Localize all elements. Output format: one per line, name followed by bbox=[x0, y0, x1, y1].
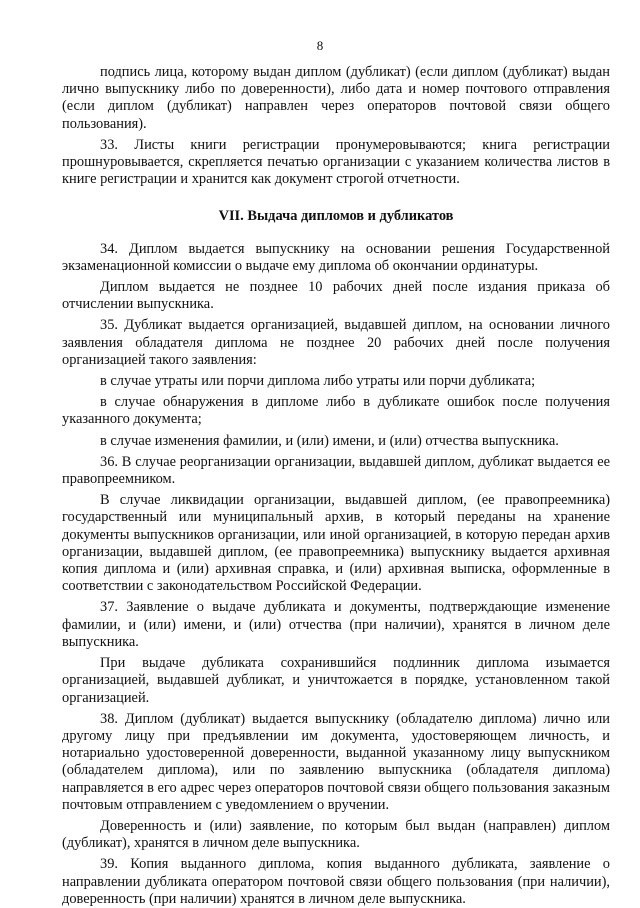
paragraph-33: 33. Листы книги регистрации пронумеровываются; книга регистрации прошнуровывается, скрепляется печатью организации с указанием количества листов в книге регистрации и хранится как документ строгой отчетности. bbox=[62, 136, 610, 188]
section-heading: VII. Выдача дипломов и дубликатов bbox=[218, 208, 454, 225]
paragraph: Диплом выдается не позднее 10 рабочих дней после издания приказа об отчислении выпускника. bbox=[62, 279, 610, 313]
paragraph: Доверенность и (или) заявление, по которым был выдан (направлен) диплом (дубликат), хранятся в личном деле выпускника. bbox=[62, 817, 610, 852]
paragraph-34: 34. Диплом выдается выпускнику на основании решения Государственной экзаменационной комиссии о выдаче ему диплома об окончании ординатуры. bbox=[62, 240, 610, 274]
list-item: в случае изменения фамилии, и (или) имени, и (или) отчества выпускника. bbox=[100, 432, 559, 449]
paragraph-37: 37. Заявление о выдаче дубликата и документы, подтверждающие изменение фамилии, и (или) имени, и (или) отчества (при наличии), хранятся в личном деле выпускника. bbox=[62, 599, 610, 650]
paragraph-38: 38. Диплом (дубликат) выдается выпускнику (обладателю диплома) лично или другому лицу при предъявлении им документа, удостоверяющем личность, и нотариально удостоверенной доверенности, выданной указанному лицу выпускником (обладателем диплома), или по заявлению выпускника (обладателя диплома) направляется в его адрес через операторов почтовой связи общего пользования заказным почтовым отправлением с уведомлением о вручении. bbox=[62, 710, 610, 813]
list-item: в случае утраты или порчи диплома либо утраты или порчи дубликата; bbox=[100, 373, 536, 390]
document-body bbox=[62, 64, 610, 908]
paragraph-39: 39. Копия выданного диплома, копия выданного дубликата, заявление о направлении дубликата оператором почтовой связи общего пользования (при наличии), доверенность (при наличии) хранятся в личном деле выпускника. bbox=[62, 856, 610, 907]
page-number: 8 bbox=[316, 38, 324, 53]
paragraph: В случае ликвидации организации, выдавшей диплом, (ее правопреемника) государственный или муниципальный архив, в который переданы на хранение документы выпускников организации, или иной организацией, в которую передан архив организации, выдавшей диплом, (ее правопреемника) выпускнику выдается архивная копия диплома и (или) архивная справка, и (или) архивная выписка, оформленные в соответствии с законодательством Российской Федерации. bbox=[62, 492, 610, 595]
paragraph-36: 36. В случае реорганизации организации, выдавшей диплом, дубликат выдается ее правопреемником. bbox=[62, 453, 610, 488]
paragraph-35: 35. Дубликат выдается организацией, выдавшей диплом, на основании личного заявления обладателя диплома не позднее 20 рабочих дней после получения организацией такого заявления: bbox=[62, 317, 610, 368]
paragraph: подпись лица, которому выдан диплом (дубликат) (если диплом (дубликат) выдан лично выпускнику либо по доверенности), либо дата и номер почтового отправления (если диплом (дубликат) направлен через операторов почтовой связи общего пользования). bbox=[62, 64, 610, 132]
list-item: в случае обнаружения в дипломе либо в дубликате ошибок после получения указанного документа; bbox=[62, 394, 610, 428]
paragraph: При выдаче дубликата сохранившийся подлинник диплома изымается организацией, выдавшей дубликат, и уничтожается в порядке, установленном такой организацией. bbox=[62, 655, 610, 706]
